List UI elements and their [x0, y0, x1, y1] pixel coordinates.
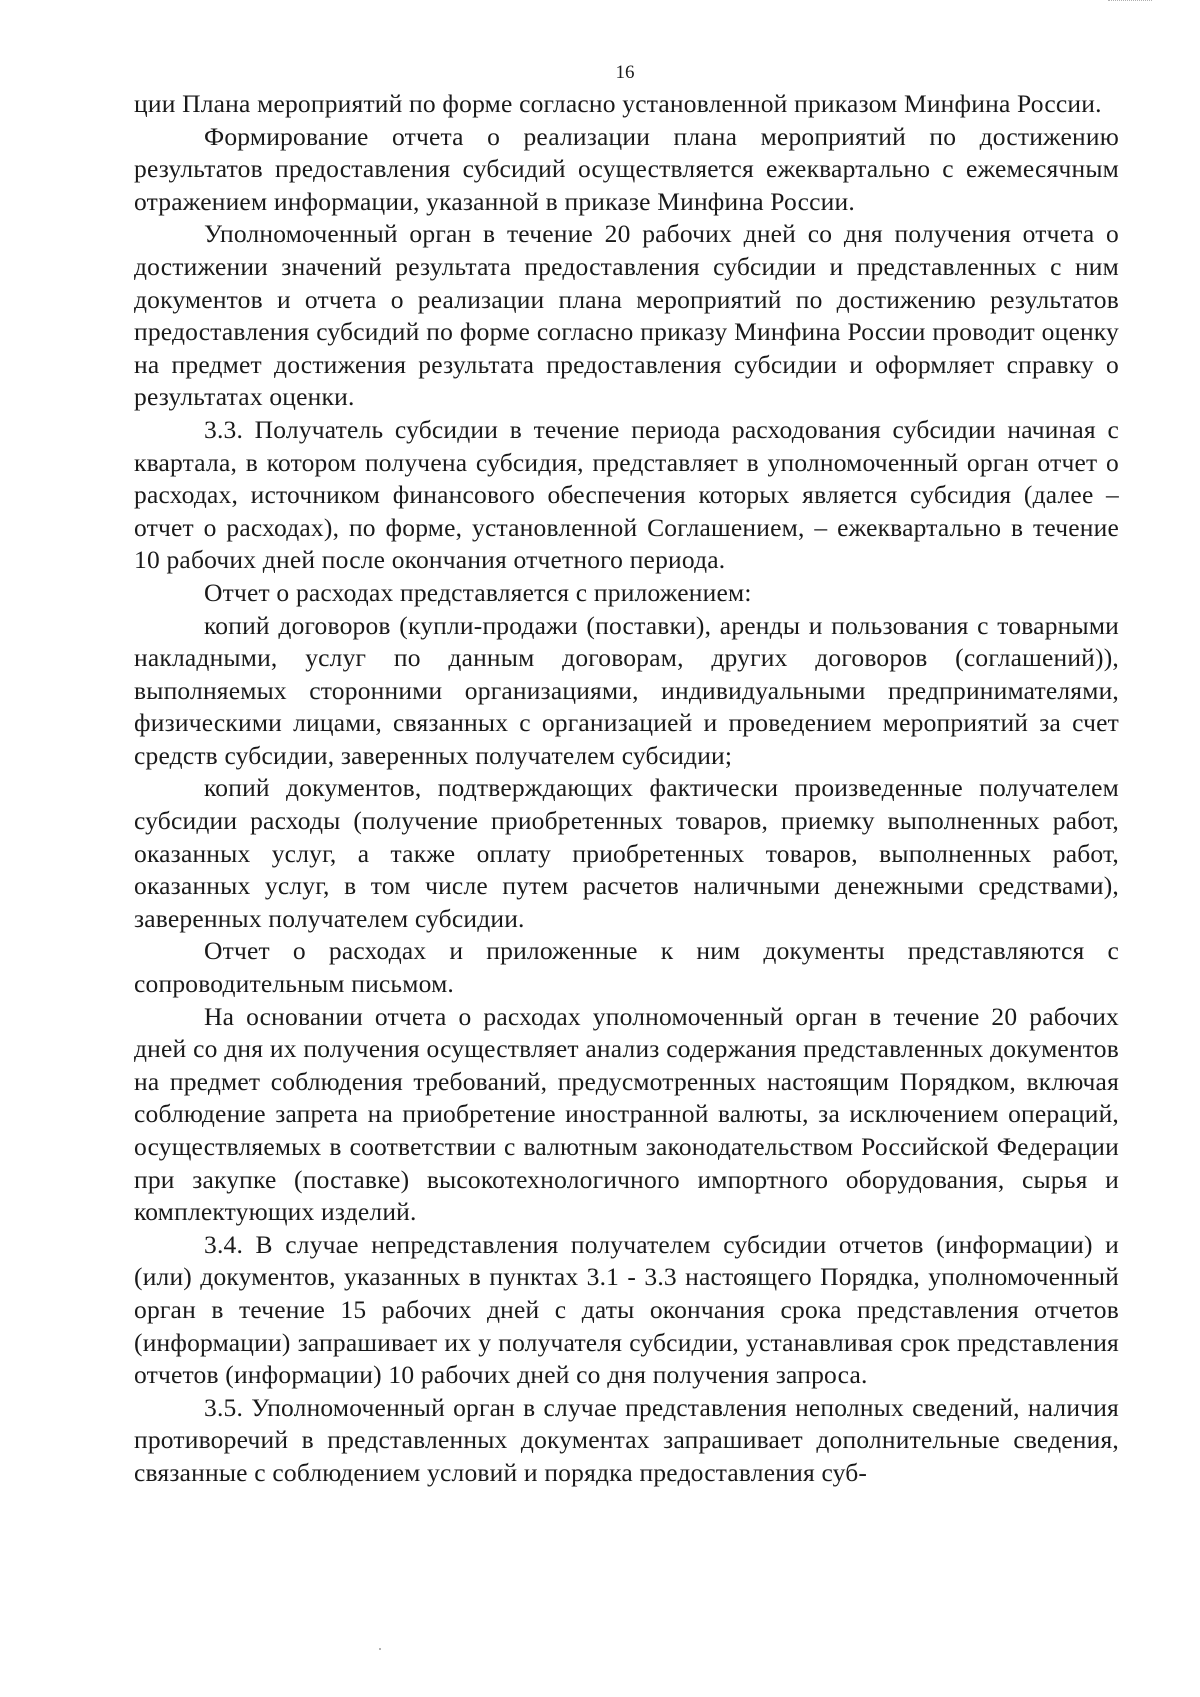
paragraph: Формирование отчета о реализации плана мероприятий по достижению результатов предоставления субсидий осуществляется ежеквартально с ежемесячным отражением информации, указанной в приказе Минфина России.: [134, 121, 1119, 216]
paragraph: Отчет о расходах и приложенные к ним документы представляются с сопроводительным письмом.: [134, 936, 1119, 999]
paragraph-section-3-4: 3.4. В случае непредставления получателем субсидии отчетов (информации) и (или) документов, указанных в пунктах 3.1 - 3.3 настоящего Порядка, уполномоченный орган в течение 15 рабочих дней с даты окончания срока представления отчетов (информации) запрашивает их у получателя субсидии, устанавливая срок представления отчетов (информации) 10 рабочих дней со дня получения запроса.: [134, 1229, 1119, 1390]
scan-speck: [379, 1648, 381, 1650]
list-item: копий документов, подтверждающих фактически произведенные получателем субсидии расходы (получение приобретенных товаров, приемку выполненных работ, оказанных услуг, а также оплату приобретенных товаров, выполненных работ, оказанных услуг, в том числе путем расчетов наличными денежными средствами), заверенных получателем субсидии.: [134, 773, 1119, 933]
scan-corner-mark: [1108, 0, 1152, 4]
paragraph: ции Плана мероприятий по форме согласно установленной приказом Минфина России.: [134, 89, 1102, 118]
paragraph: На основании отчета о расходах уполномоченный орган в течение 20 рабочих дней со дня их получения осуществляет анализ содержания представленных документов на предмет соблюдения требований, предусмотренных настоящим Порядком, включая соблюдение запрета на приобретение иностранной валюты, за исключением операций, осуществляемых в соответствии с валютным законодательством Российской Федерации при закупке (поставке) высокотехнологичного импортного оборудования, сырья и комплектующих изделий.: [134, 1001, 1119, 1227]
paragraph-section-3-5: 3.5. Уполномоченный орган в случае представления неполных сведений, наличия противоречий в представленных документах запрашивает дополнительные сведения, связанные с соблюдением условий и порядка предоставления суб-: [134, 1392, 1119, 1487]
list-item: копий договоров (купли-продажи (поставки), аренды и пользования с товарными накладными, услуг по данным договорам, других договоров (соглашений)), выполняемых сторонними организациями, индивидуальными предпринимателями, физическими лицами, связанных с организацией и проведением мероприятий за счет средств субсидии, заверенных получателем субсидии;: [134, 610, 1119, 770]
page-number: 16: [615, 62, 635, 83]
paragraph: Отчет о расходах представляется с приложением:: [204, 577, 752, 607]
document-body: [134, 88, 1119, 1490]
paragraph-section-3-3: 3.3. Получатель субсидии в течение периода расходования субсидии начиная с квартала, в котором получена субсидия, представляет в уполномоченный орган отчет о расходах, источником финансового обеспечения которых является субсидия (далее – отчет о расходах), по форме, установленной Соглашением, – ежеквартально в течение 10 рабочих дней после окончания отчетного периода.: [134, 414, 1119, 575]
paragraph: Уполномоченный орган в течение 20 рабочих дней со дня получения отчета о достижении значений результата предоставления субсидии и представленных с ним документов и отчета о реализации плана мероприятий по достижению результатов предоставления субсидий по форме согласно приказу Минфина России проводит оценку на предмет достижения результата предоставления субсидии и оформляет справку о результатах оценки.: [134, 219, 1119, 412]
